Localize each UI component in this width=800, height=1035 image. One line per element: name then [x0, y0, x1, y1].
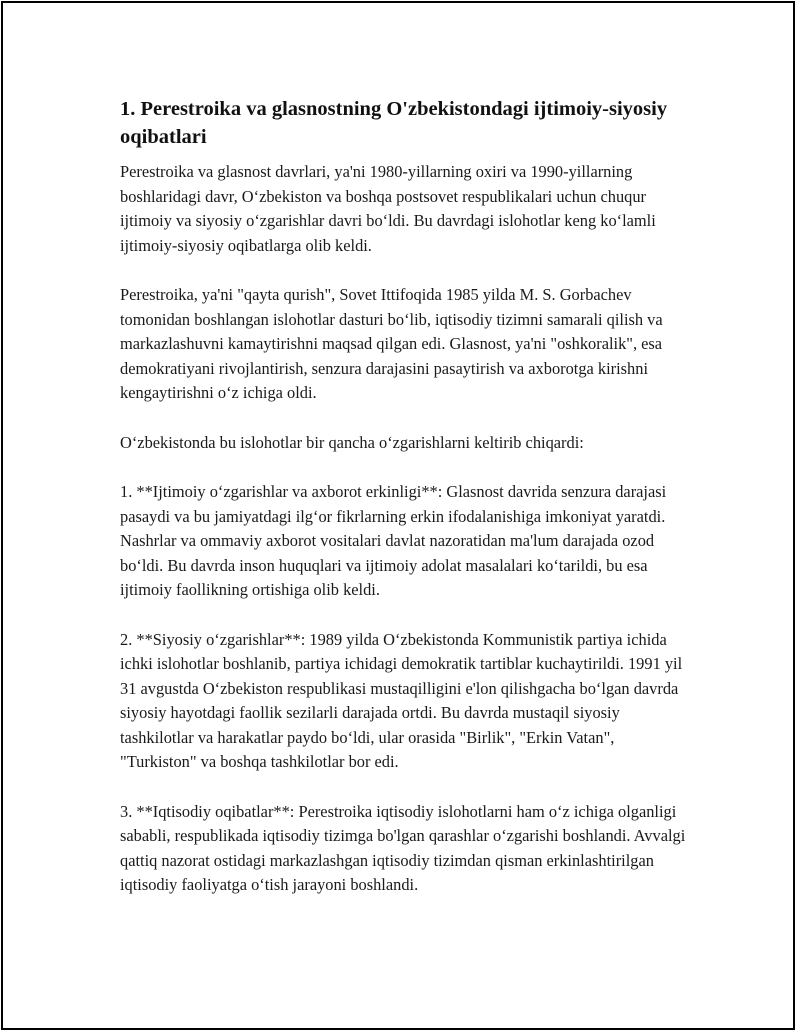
paragraph-perestroika-definition: Perestroika, ya'ni "qayta qurish", Sovet Ittifoqida 1985 yilda M. S. Gorbachev tomonidan boshlangan islohotlar dasturi bo‘lib, iqtisodiy tizimni samarali qilish va markazlashuvni kamaytirishni maqsad qilgan edi. Glasnost, ya'ni "oshkoralik", esa demokratiyani rivojlantirish, senzura darajasini pasaytirish va axborotga kirishni kengaytirishni o‘z ichiga oldi.	[120, 285, 663, 402]
paragraph-political-changes: 2. **Siyosiy o‘zgarishlar**: 1989 yilda O‘zbekistonda Kommunistik partiya ichida ichki islohotlar boshlanib, partiya ichidagi demokratik tartiblar kuchaytirildi. 1991 yil 31 avgustda O‘zbekiston respublikasi mustaqilligini e'lon qilishgacha bo‘lgan davrda siyosiy hayotdagi faollik sezilarli darajada ortdi. Bu davrda mustaqil siyosiy tashkilotlar va harakatlar paydo bo‘ldi, ular orasida "Birlik", "Erkin Vatan", "Turkiston" va boshqa tashkilotlar bor edi.	[120, 629, 683, 771]
document-title: 1. Perestroika va glasnostning O'zbekistondagi ijtimoiy-siyosiy oqibatlari	[120, 98, 668, 148]
paragraph-social-changes: 1. **Ijtimoiy o‘zgarishlar va axborot erkinligi**: Glasnost davrida senzura darajasi pasaydi va bu jamiyatdagi ilg‘or fikrlarning erkin ifodalanishiga imkoniyat yaratdi. Nashrlar va ommaviy axborot vositalari davlat nazoratidan ma'lum darajada ozod bo‘ldi. Bu davrda inson huquqlari va ijtimoiy adolat masalalari ko‘tarildi, bu esa ijtimoiy faollikning ortishiga olib keldi.	[120, 482, 667, 599]
paragraph-list-intro: O‘zbekistonda bu islohotlar bir qancha o‘zgarishlarni keltirib chiqardi:	[120, 432, 584, 452]
document-page	[1, 1, 795, 1030]
document-body	[120, 95, 692, 923]
paragraph-economic-consequences: 3. **Iqtisodiy oqibatlar**: Perestroika iqtisodiy islohotlarni ham o‘z ichiga olganligi sababli, respublikada iqtisodiy tizimga bo'lgan qarashlar o‘zgarishi boshlandi. Avvalgi qattiq nazorat ostidagi markazlashgan iqtisodiy tizimdan qisman erkinlashtirilgan iqtisodiy faoliyatga o‘tish jarayoni boshlandi.	[120, 801, 686, 894]
paragraph-intro: Perestroika va glasnost davrlari, ya'ni 1980-yillarning oxiri va 1990-yillarning boshlaridagi davr, O‘zbekiston va boshqa postsovet respublikalari uchun chuqur ijtimoiy va siyosiy o‘zgarishlar davri bo‘ldi. Bu davrdagi islohotlar keng ko‘lamli ijtimoiy-siyosiy oqibatlarga olib keldi.	[120, 162, 656, 255]
